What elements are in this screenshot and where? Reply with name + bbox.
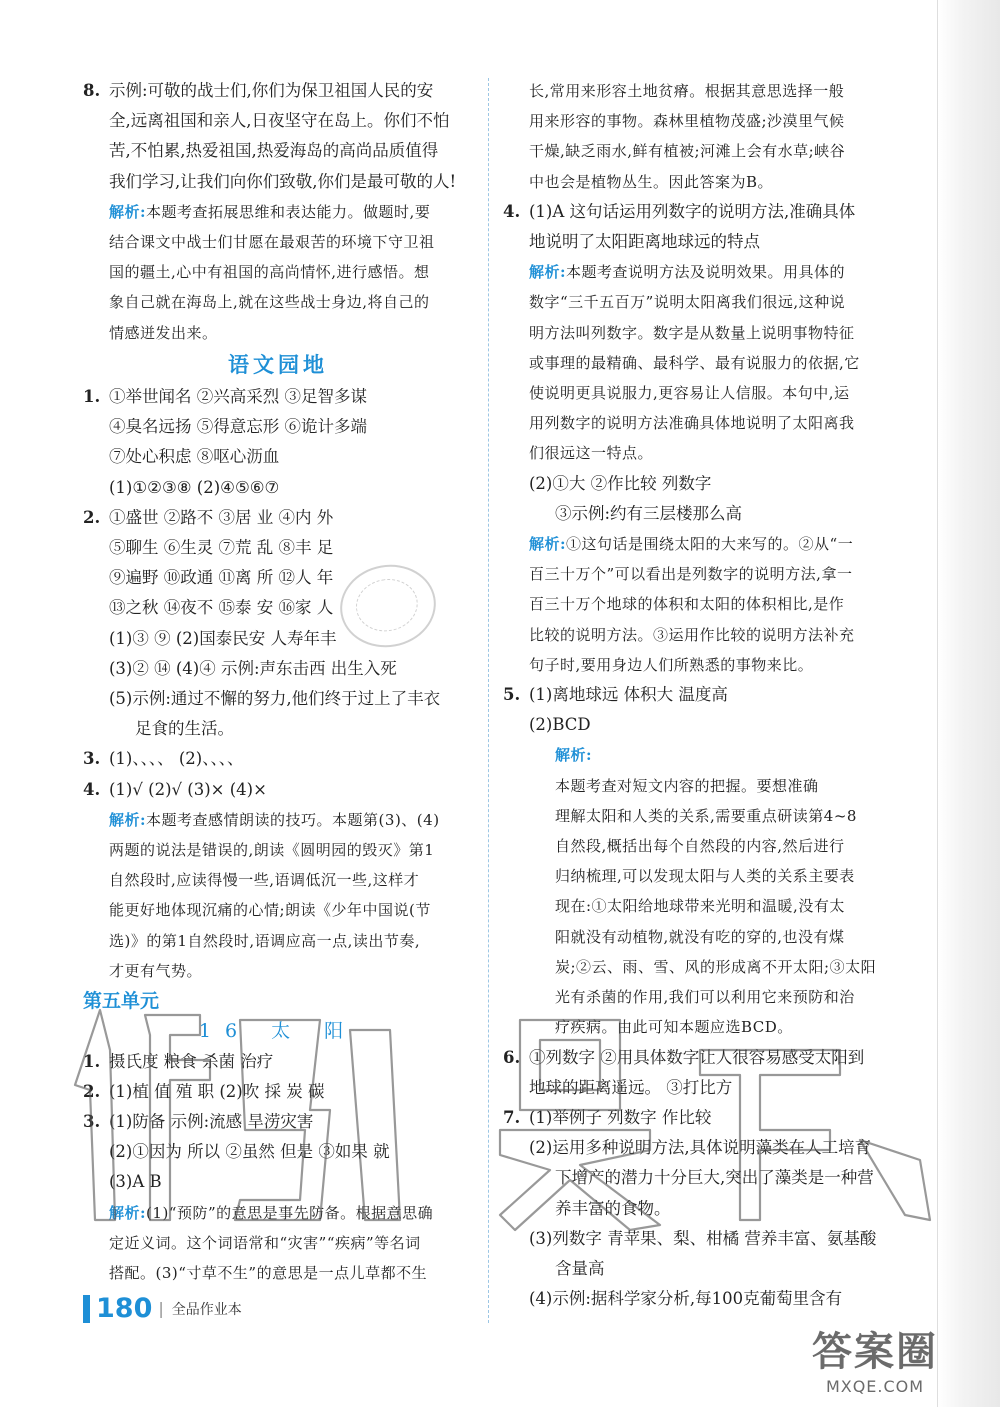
analysis-text: 国的疆土,心中有祖国的高尚情怀,进行感悟。想 bbox=[109, 263, 430, 282]
answer-4 bbox=[503, 197, 888, 680]
analysis-text: 能更好地体现沉痛的心情;朗读《少年中国说(节 bbox=[109, 901, 431, 920]
answer-text: 苦,不怕累,热爱祖国,热爱海岛的高尚品质值得 bbox=[109, 141, 439, 161]
answer-text: ④臭名远扬 ⑤得意忘形 ⑥诡计多端 bbox=[109, 417, 367, 437]
lesson-title: 16 太 阳 bbox=[198, 1020, 358, 1043]
analysis-text: 归纳梳理,可以发现太阳与人类的关系主要表 bbox=[555, 867, 855, 886]
answer-text: (1)举例子 列数字 作比较 bbox=[529, 1107, 712, 1127]
footer-separator: | bbox=[158, 1299, 164, 1318]
answer-text: 含量高 bbox=[555, 1258, 605, 1278]
analysis-text: 百三十万个地球的体积和太阳的体积相比,是作 bbox=[529, 595, 845, 614]
answer-text: 下增产的潜力十分巨大,突出了藻类是一种营 bbox=[555, 1168, 874, 1188]
watermark-outline bbox=[60, 990, 960, 1250]
answer-text: (1)①②③⑧ (2)④⑤⑥⑦ bbox=[109, 477, 280, 497]
answer-text: 足食的生活。 bbox=[135, 719, 234, 739]
section-heading: 语文园地 bbox=[228, 351, 328, 377]
analysis-text: 中也会是植物丛生。因此答案为B。 bbox=[529, 172, 774, 191]
analysis-text: 疗疾病。由此可知本题应选BCD。 bbox=[555, 1018, 793, 1037]
analysis-label: 解析: bbox=[109, 1203, 147, 1222]
answer-garden-4 bbox=[83, 775, 473, 986]
answer-text: (2)①因为 所以 ②虽然 但是 ③如果 就 bbox=[109, 1142, 390, 1162]
analysis-text: 本题考查感情朗读的技巧。本题第(3)、(4) bbox=[146, 810, 440, 829]
analysis-text: 本题考查说明方法及说明效果。用具体的 bbox=[566, 263, 846, 282]
corner-watermark bbox=[812, 1320, 938, 1396]
analysis-text: 用来形容的事物。森林里植物茂盛;沙漠里气候 bbox=[529, 112, 845, 131]
analysis-text: 炭;②云、雨、雪、风的形成离不开太阳;③太阳 bbox=[555, 957, 877, 976]
answer-text: ⑤聊生 ⑥生灵 ⑦荒 乱 ⑧丰 足 bbox=[109, 538, 334, 558]
question-number: 2. bbox=[83, 507, 101, 527]
analysis-text: 结合课文中战士们甘愿在最艰苦的环境下守卫祖 bbox=[109, 233, 435, 252]
answer-text: 全,远离祖国和亲人,日夜坚守在岛上。你们不怕 bbox=[109, 111, 450, 131]
continued-analysis bbox=[503, 76, 888, 197]
analysis-text: (1)“预防”的意思是事先防备。根据意思确 bbox=[146, 1203, 434, 1222]
unit-title: 第五单元 bbox=[83, 990, 160, 1013]
answer-text: 示例:可敬的战士们,你们为保卫祖国人民的安 bbox=[109, 81, 434, 100]
analysis-label: 解析: bbox=[555, 746, 593, 765]
answer-text: (3)② ⑭ (4)④ 示例:声东击西 出生入死 bbox=[109, 658, 397, 678]
answer-text: 地说明了太阳距离地球远的特点 bbox=[529, 232, 760, 252]
answer-text: ③示例:约有三层楼那么高 bbox=[555, 503, 743, 523]
question-number: 8. bbox=[83, 81, 101, 100]
question-number: 4. bbox=[83, 779, 101, 799]
answer-text: ①列数字 ②用具体数字让人很容易感受太阳到 bbox=[529, 1047, 865, 1067]
analysis-label: 解析: bbox=[529, 535, 567, 554]
answer-garden-1 bbox=[83, 382, 473, 503]
question-number: 2. bbox=[83, 1081, 101, 1101]
book-name: 全品作业本 bbox=[171, 1301, 242, 1318]
analysis-text: 两题的说法是错误的,朗读《圆明园的毁灭》第1 bbox=[109, 841, 435, 860]
analysis-text: 本题考查拓展思维和表达能力。做题时,要 bbox=[146, 202, 431, 221]
answer-text: 地球的距离遥远。 ③打比方 bbox=[529, 1077, 733, 1097]
analysis-text: 明方法叫列数字。数字是从数量上说明事物特征 bbox=[529, 323, 855, 342]
answer-text: ①举世闻名 ②兴高采烈 ③足智多谋 bbox=[109, 387, 367, 407]
question-number: 3. bbox=[83, 1111, 101, 1131]
answer-text: (5)示例:通过不懈的努力,他们终于过上了丰衣 bbox=[109, 689, 441, 709]
analysis-text: 句子时,要用身边人们所熟悉的事物来比。 bbox=[529, 655, 814, 674]
answer-text: (1)离地球远 体积大 温度高 bbox=[529, 685, 728, 705]
answer-garden-3 bbox=[83, 744, 473, 774]
analysis-text: 现在:①太阳给地球带来光明和温暖,没有太 bbox=[555, 897, 845, 916]
analysis-text: ①这句话是围绕太阳的大来写的。②从“一 bbox=[566, 535, 854, 554]
analysis-label: 解析: bbox=[529, 263, 567, 282]
analysis-text: 用列数字的说明方法准确具体地说明了太阳离我 bbox=[529, 414, 855, 433]
answer-5 bbox=[503, 680, 888, 1042]
analysis-label: 解析: bbox=[109, 810, 147, 829]
answer-text: (1)防备 示例:流感 旱涝灾害 bbox=[109, 1111, 314, 1131]
analysis-text: 们很远这一特点。 bbox=[529, 444, 654, 463]
question-number: 3. bbox=[83, 749, 101, 769]
analysis-text: 百三十万个”可以看出是列数字的说明方法,拿一 bbox=[529, 565, 853, 584]
answer-8 bbox=[83, 76, 473, 348]
answer-text: (1)③ ⑨ (2)国泰民安 人寿年丰 bbox=[109, 628, 337, 648]
analysis-text: 象自己就在海岛上,就在这些战士身边,将自己的 bbox=[109, 293, 430, 312]
answer-text: (2)BCD bbox=[529, 715, 591, 735]
question-number: 1. bbox=[83, 1051, 101, 1071]
analysis-text: 比较的说明方法。③运用作比较的说明方法补充 bbox=[529, 625, 855, 644]
answer-text: (3)A B bbox=[109, 1172, 162, 1192]
answer-text: ⑨遍野 ⑩政通 ⑪离 所 ⑫人 年 bbox=[109, 568, 334, 588]
analysis-text: 使说明更具说服力,更容易让人信服。本句中,运 bbox=[529, 384, 850, 403]
watermark-url: MXQE.COM bbox=[825, 1377, 925, 1396]
analysis-text: 光有杀菌的作用,我们可以利用它来预防和治 bbox=[555, 988, 855, 1007]
answer-text: 我们学习,让我们向你们致敬,你们是最可敬的人! bbox=[109, 171, 457, 191]
question-number: 1. bbox=[83, 387, 101, 407]
question-number: 4. bbox=[503, 201, 521, 221]
answer-text: 摄氏度 粮食 杀菌 治疗 bbox=[109, 1051, 274, 1071]
answer-text: (1)植 值 殖 职 (2)吹 採 炭 碳 bbox=[109, 1081, 325, 1101]
answer-text: ⑬之秋 ⑭夜不 ⑮泰 安 ⑯家 人 bbox=[109, 598, 334, 618]
analysis-label: 解析: bbox=[109, 202, 147, 221]
answer-text: (3)列数字 青苹果、梨、柑橘 营养丰富、氨基酸 bbox=[529, 1228, 877, 1248]
answer-text: (2)运用多种说明方法,具体说明藻类在人工培育 bbox=[529, 1138, 872, 1158]
analysis-text: 干燥,缺乏雨水,鲜有植被;河滩上会有水草;峡谷 bbox=[529, 142, 846, 161]
footer-accent-bar bbox=[83, 1295, 90, 1323]
analysis-text: 自然段,概括出每个自然段的内容,然后进行 bbox=[555, 837, 845, 856]
analysis-text: 本题考查对短文内容的把握。要想准确 bbox=[555, 776, 819, 795]
analysis-text: 理解太阳和人类的关系,需要重点研读第4~8 bbox=[555, 806, 857, 825]
question-number: 5. bbox=[503, 685, 521, 705]
analysis-text: 选)》的第1自然段时,语调应高一点,读出节奏, bbox=[109, 931, 421, 950]
answer-text: (2)①大 ②作比较 列数字 bbox=[529, 473, 712, 493]
page-number: 180 bbox=[96, 1293, 153, 1324]
analysis-text: 才更有气势。 bbox=[109, 961, 203, 980]
question-number: 7. bbox=[503, 1107, 521, 1127]
question-number: 6. bbox=[503, 1047, 521, 1067]
answer-text: (1)A 这句话运用列数字的说明方法,准确具体 bbox=[529, 201, 856, 221]
analysis-text: 阳就没有动植物,就没有吃的穿的,也没有煤 bbox=[555, 927, 845, 946]
analysis-text: 情感迸发出来。 bbox=[109, 323, 218, 342]
answer-text: (1)√ (2)√ (3)× (4)× bbox=[109, 779, 267, 799]
analysis-text: 自然段时,应读得慢一些,语调低沉一些,这样才 bbox=[109, 871, 420, 890]
analysis-text: 搭配。(3)“寸草不生”的意思是一点儿草都不生 bbox=[109, 1263, 428, 1282]
answer-text: ⑦处心积虑 ⑧呕心沥血 bbox=[109, 447, 280, 467]
analysis-text: 定近义词。这个词语常和“灾害”“疾病”等名词 bbox=[109, 1233, 421, 1252]
answer-text: 养丰富的食物。 bbox=[555, 1198, 671, 1218]
watermark-logo: 答案圈 bbox=[812, 1329, 938, 1375]
answer-text: (4)示例:据科学家分析,每100克葡萄里含有 bbox=[529, 1289, 843, 1309]
answer-text: ①盛世 ②路不 ③居 业 ④内 外 bbox=[109, 507, 334, 527]
analysis-text: 或事理的最精确、最科学、最有说服力的依据,它 bbox=[529, 353, 860, 372]
page-footer bbox=[83, 1293, 242, 1324]
answer-text: (1)、、、、 (2)、、、、 bbox=[109, 749, 244, 769]
analysis-text: 长,常用来形容土地贫瘠。根据其意思选择一般 bbox=[529, 82, 845, 100]
analysis-text: 数字“三千五百万”说明太阳离我们很远,这种说 bbox=[529, 293, 846, 312]
